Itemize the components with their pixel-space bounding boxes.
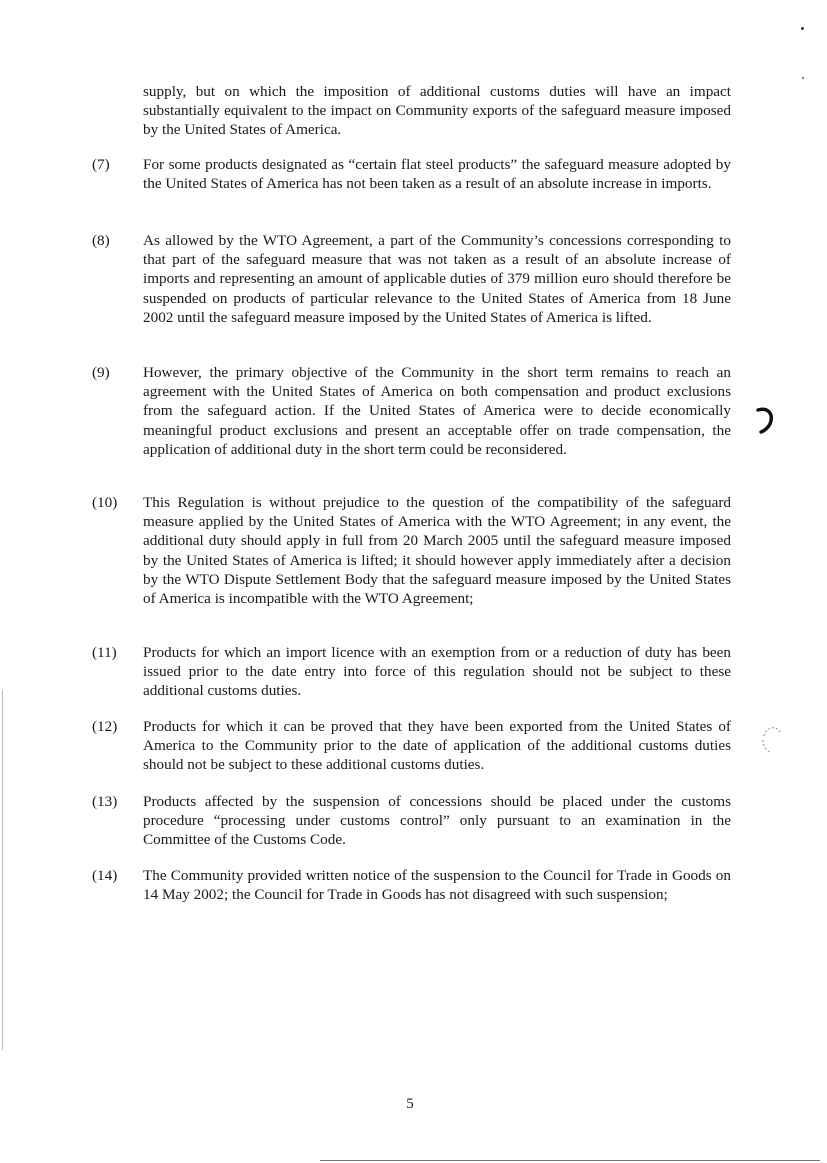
page-number: 5 <box>406 1096 414 1112</box>
recital-text: However, the primary objective of the Community in the short term remains to reach an agreement with the United States of America on both compensation and product exclusions from the safeguard action. If the United States of America were to decide economically meaningful product exclusions and present an acceptable offer on trade compensation, the application of additional duty in the short term could be reconsidered. <box>143 364 731 458</box>
recital-text: Products affected by the suspension of concessions should be placed under the customs procedure “processing under customs control” only pursuant to an examination in the Committee of the Customs Code. <box>143 793 731 849</box>
recital-text: For some products designated as “certain flat steel products” the safeguard measure adopted by the United States of America has not been taken as a result of an absolute increase in imports. <box>143 156 731 193</box>
recital-7 <box>92 155 732 193</box>
recital-11 <box>92 643 732 701</box>
recital-number: (11) <box>92 644 117 661</box>
intro-paragraph: supply, but on which the imposition of additional customs duties will have an impact substantially equivalent to the impact on Community exports of the safeguard measure imposed by the United States of America. <box>143 83 731 139</box>
recital-12 <box>92 717 732 775</box>
scan-speck <box>802 77 804 79</box>
recital-text: Products for which it can be proved that they have been exported from the United States of America to the Community prior to the date of application of the additional customs duties should not be subject to these additional customs duties. <box>143 718 731 774</box>
recital-text: Products for which an import licence with an exemption from or a reduction of duty has been issued prior to the date entry into force of this regulation should not be subject to these additional customs duties. <box>143 644 731 700</box>
recital-9 <box>92 363 732 459</box>
recital-number: (13) <box>92 793 118 810</box>
binder-hole-outline <box>758 722 788 756</box>
recital-number: (8) <box>92 232 110 249</box>
recital-10 <box>92 493 732 608</box>
scan-edge-line <box>320 1160 820 1161</box>
recital-text: This Regulation is without prejudice to the question of the compatibility of the safeguard measure applied by the United States of America with the WTO Agreement; in any event, the additional duty should apply in full from 20 March 2005 until the safeguard measure imposed by the United States of America is lifted; it should however apply immediately after a decision by the WTO Dispute Settlement Body that the safeguard measure imposed by the United States of America is incompatible with the WTO Agreement; <box>143 494 731 608</box>
recital-number: (7) <box>92 156 110 173</box>
scan-speck <box>801 27 804 30</box>
scan-edge-line <box>2 690 3 1050</box>
recital-number: (9) <box>92 364 110 381</box>
recital-number: (14) <box>92 867 118 884</box>
recital-number: (10) <box>92 494 118 511</box>
recital-text: As allowed by the WTO Agreement, a part of the Community’s concessions corresponding to that part of the safeguard measure that was not taken as a result of an absolute increase of imports and representing an amount of applicable duties of 379 million euro should therefore be suspended on products of particular relevance to the United States of America from 18 June 2002 until the safeguard measure imposed by the United States of America is lifted. <box>143 232 731 326</box>
recital-number: (12) <box>92 718 118 735</box>
recital-13 <box>92 792 732 850</box>
binder-hole-mark <box>754 404 778 434</box>
recital-8 <box>92 231 732 327</box>
recital-14 <box>92 866 732 904</box>
recital-text: The Community provided written notice of the suspension to the Council for Trade in Goods on 14 May 2002; the Council for Trade in Goods has not disagreed with such suspension; <box>143 867 731 904</box>
